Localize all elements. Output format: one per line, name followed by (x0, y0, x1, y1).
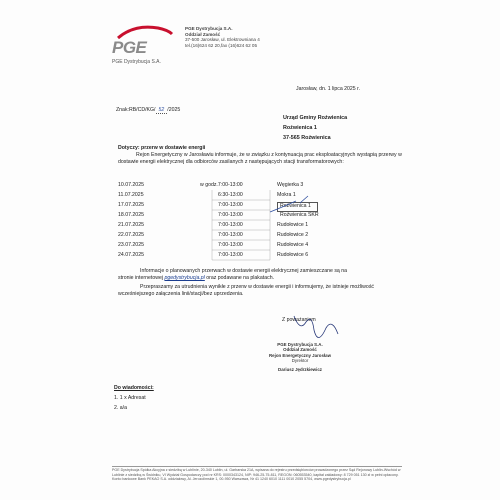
info-line-1: Informacje o planowanych przerwach w dostawie energii elektrycznej zamieszczane są na (140, 268, 348, 274)
logo-subtitle: PGE Dystrybucja S.A. (112, 59, 161, 65)
schedule-place: Rudołowice 6 (277, 252, 309, 258)
schedule-date: 22.07.2025 (118, 232, 144, 238)
info-line-2-pre: stronie internetowej (118, 275, 165, 282)
schedule-place: Rudołowice 1 (277, 222, 309, 228)
schedule-time: 7:00-13:00 (218, 222, 243, 228)
reference-suffix: /2025 (167, 107, 181, 113)
distribution-title: Do wiadomości: (114, 385, 154, 391)
schedule-place: Węgierka 3 (277, 182, 304, 188)
info-paragraph-2: Przepraszamy za utrudnienia wynikłe z przerw w dostawie energii i informujemy, że istnieje możliwość wcześniejszego załączenia linii/stacji/bez uprzedzenia. (118, 284, 375, 298)
info-paragraph-1 (118, 268, 410, 282)
closing-phrase: Z poważaniem (282, 317, 316, 323)
recipient-street: Roźwienica 1 (283, 125, 317, 131)
stamp-signatory: Dariusz Jędrzkiewicz (278, 366, 322, 372)
stamp-branch: Oddział Zamość (283, 347, 317, 353)
distribution-item: 1. 1 x Adresat (114, 395, 146, 402)
recipient-city: 37-565 Roźwienica (283, 135, 331, 141)
schedule-date: 18.07.2025 (118, 212, 144, 218)
schedule-place: Roźwienica 1 (277, 202, 318, 212)
subject-line: Dotyczy: przerw w dostawie energii (118, 145, 206, 151)
schedule-date: 24.07.2025 (118, 252, 144, 258)
company-header (185, 26, 260, 48)
schedule-place: Roźwienica SKR (280, 212, 319, 218)
stamp-title: Dyrektor (291, 358, 309, 364)
schedule-time: w godz.7:00-13:00 (200, 182, 243, 188)
schedule-place: Mokra 1 (277, 192, 296, 198)
website-link[interactable]: pgedystrybucja.pl (164, 275, 205, 282)
schedule-time: 7:00-13:00 (218, 212, 243, 218)
logo-text: PGE (112, 38, 147, 57)
schedule-place: Rudołowice 4 (277, 242, 309, 248)
reference-number (116, 107, 180, 113)
company-name: PGE Dystrybucja S.A. (185, 26, 233, 31)
pge-logo (112, 26, 182, 65)
distribution-item: 2. a/a (114, 404, 127, 411)
schedule-date: 10.07.2025 (118, 182, 144, 188)
place-date: Jarosław, dn. 1 lipca 2025 r. (296, 86, 361, 92)
distribution-list (114, 385, 154, 411)
company-branch: Oddział Zamość (185, 31, 221, 37)
recipient-name: Urząd Gminy Roźwienica (283, 115, 348, 121)
schedule-date: 11.07.2025 (118, 192, 144, 198)
footer-legal-text: PGE Dystrybucja Spółka Akcyjna z siedzibą w Lublinie, 20-340 Lublin, ul. Garbarska 21A, wpisana do rejestru przedsiębiorców prowadzonego przez Sąd Rejonowy Lublin-Wschód w Lublinie z siedzibą w Świdniku, VI Wydział Gospodarczy pod nr KRS: 0000343124, NIP: 946-25-75-811, REGON: 060553540, kapitał zakładowy: 8 729 051 130 zł w pełni opłacony. Konto bankowe Bank PEKAO S.A. oddziałowy, Al. Jerozolimskie 1, 00-950 Warszawa, Nr 41 1240 6010 1111 0010 2055 5704, www.pgedystrybucja.pl (112, 468, 401, 482)
stamp-region: Rejon Energetyczny Jarosław (269, 352, 331, 358)
info-line-2-post: oraz podawane na plakatach. (204, 275, 275, 282)
info-line-2 (118, 275, 410, 282)
schedule-row (118, 182, 144, 190)
company-address: 37-500 Jarosław, ul. Elektrowniana 4 (185, 37, 260, 43)
stamp-company: PGE Dystrybucja S.A. (277, 342, 323, 347)
schedule-place: Rudołowice 2 (277, 232, 309, 238)
schedule-time: 7:00-13:00 (218, 252, 243, 258)
schedule-date: 23.07.2025 (118, 242, 144, 248)
schedule-time: 7:00-13:00 (218, 242, 243, 248)
footer-divider (112, 466, 402, 467)
schedule-time: 7:00-13:00 (218, 232, 243, 238)
schedule-time: 6:30-13:00 (218, 192, 243, 198)
intro-paragraph: Rejon Energetyczny w Jarosławiu informuje, że w związku z kontynuacją prac eksploatacyjnych wystąpią przerwy w dostawie energii elektrycznej dla odbiorców zasilanych z następujących stacji transformatorowych: (118, 152, 402, 166)
recipient-block (283, 115, 347, 142)
company-phone: tel.(16)624 62 20,fax (16)624 62 05 (185, 42, 258, 48)
schedule-date: 21.07.2025 (118, 222, 144, 228)
official-stamp (250, 342, 350, 372)
schedule-date: 17.07.2025 (118, 202, 144, 208)
schedule-time: 7:00-13:00 (218, 202, 243, 208)
reference-prefix: Znak:RB/CD/KG/ (116, 107, 156, 113)
reference-handwritten-number: 52 (156, 107, 168, 114)
